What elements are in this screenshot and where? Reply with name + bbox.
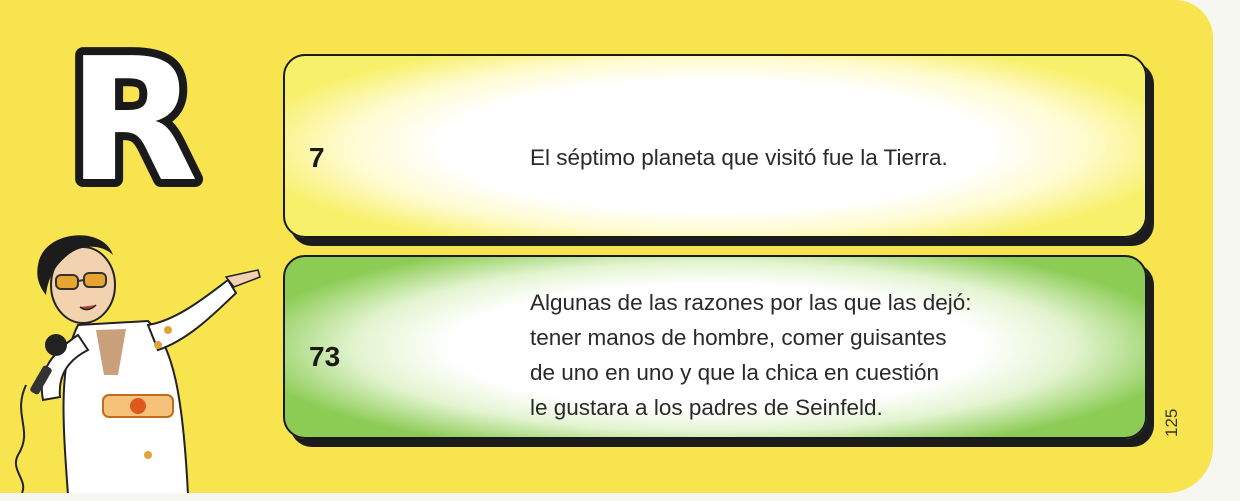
entry-text-line: de uno en uno y que la chica en cuestión bbox=[530, 360, 940, 385]
entry-text bbox=[530, 285, 972, 425]
entry-panel-73 bbox=[283, 255, 1147, 439]
elvis-illustration bbox=[8, 225, 268, 493]
entry-text-line: tener manos de hombre, comer guisantes bbox=[530, 325, 947, 350]
entry-text bbox=[530, 140, 948, 175]
entry-text-line: El séptimo planeta que visitó fue la Tierra. bbox=[530, 145, 948, 170]
entry-text-line: Algunas de las razones por las que las dejó: bbox=[530, 290, 972, 315]
entry-panel-7 bbox=[283, 54, 1147, 238]
page-number: 125 bbox=[1162, 408, 1181, 437]
section-letter-glyph: R bbox=[67, 22, 199, 220]
section-letter bbox=[58, 22, 208, 220]
entry-text-line: le gustara a los padres de Seinfeld. bbox=[530, 395, 883, 420]
entry-number: 73 bbox=[309, 341, 341, 372]
entry-number: 7 bbox=[309, 142, 325, 173]
